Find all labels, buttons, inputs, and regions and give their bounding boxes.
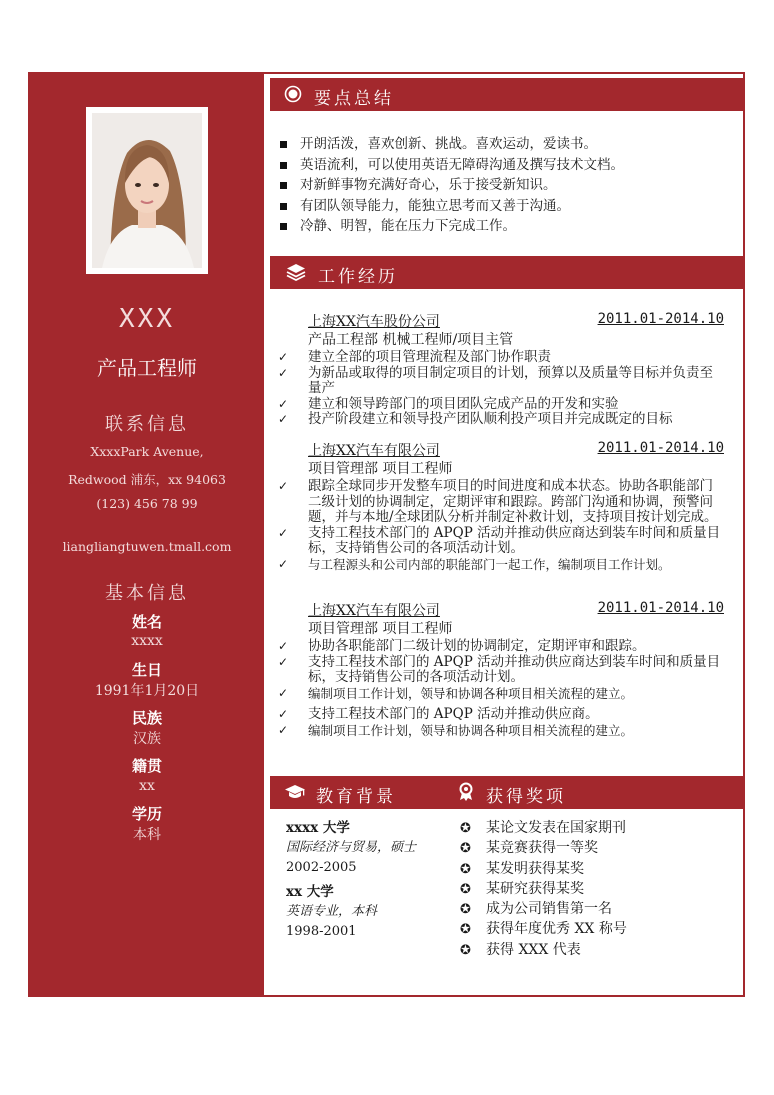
company-name: 上海XX汽车有限公司 <box>308 443 440 459</box>
summary-text: 有团队领导能力，能独立思考而又善于沟通。 <box>300 197 570 214</box>
portrait-illustration <box>92 113 202 268</box>
award-text: 获得 XXX 代表 <box>486 941 581 958</box>
task-list <box>272 479 724 572</box>
task-text: 支持工程技术部门的 APQP 活动并推动供应商。 <box>308 706 599 722</box>
check-icon: ✓ <box>278 479 289 493</box>
task-text: 协助各职能部门二级计划的协调制定，定期评审和跟踪。 <box>308 638 646 654</box>
photo-frame <box>86 107 208 274</box>
education-heading: 教育背景 <box>316 787 396 807</box>
school-years: 1998-2001 <box>286 924 357 939</box>
check-icon: ✓ <box>278 707 289 721</box>
task-item <box>272 686 724 702</box>
awards-heading: 获得奖项 <box>486 787 566 807</box>
star-circle-icon: ✪ <box>460 942 471 958</box>
check-icon: ✓ <box>278 654 289 669</box>
job-period: 2011.01-2014.10 <box>597 600 724 616</box>
square-bullet-icon <box>280 203 287 210</box>
check-icon: ✓ <box>278 350 289 364</box>
star-circle-icon: ✪ <box>460 902 471 918</box>
job-department: 产品工程部 机械工程师/项目主管 <box>308 332 514 348</box>
list-item <box>278 216 624 237</box>
task-item <box>272 723 724 739</box>
basic-info-heading: 基本信息 <box>105 583 189 604</box>
summary-text: 冷静、明智，能在压力下完成工作。 <box>300 218 516 234</box>
list-item <box>460 859 627 879</box>
basic-info-label: 民族 <box>131 709 162 727</box>
school-major: 英语专业，本科 <box>286 904 378 919</box>
task-item <box>272 350 724 366</box>
resume-frame <box>28 72 745 997</box>
job-title: 产品工程师 <box>97 356 197 380</box>
graduation-cap-icon <box>284 783 306 801</box>
check-icon: ✓ <box>278 412 289 426</box>
layers-icon <box>286 263 306 281</box>
task-text: 跟踪全球同步开发整车项目的时间进度和成本状态。协助各职能部门二级计划的协调制定，定期评审和跟踪。跨部门沟通和协调，预警问题，并与本地/全球团队分析并制定补救计划，支持项目按计划完成。 <box>308 478 718 525</box>
basic-info-label: 籍贯 <box>131 757 162 775</box>
task-text: 建立和领导跨部门的项目团队完成产品的开发和实验 <box>308 395 619 412</box>
education-awards-section-bar <box>270 776 743 809</box>
list-item <box>460 899 627 919</box>
list-item <box>460 919 627 939</box>
job-department: 项目管理部 项目工程师 <box>308 461 453 477</box>
award-text: 某竞赛获得一等奖 <box>486 840 598 857</box>
award-text: 某研究获得某奖 <box>486 880 584 897</box>
task-list <box>272 350 724 428</box>
task-item <box>272 655 724 686</box>
list-item <box>460 879 627 899</box>
check-icon: ✓ <box>278 639 289 653</box>
education-entry <box>286 818 416 878</box>
contact-phone: (123) 456 78 99 <box>96 496 198 511</box>
list-item <box>278 196 624 217</box>
task-text: 支持工程技术部门的 APQP 活动并推动供应商达到装车时间和质量目标，支持销售公司的各项活动计划。 <box>308 524 721 556</box>
star-circle-icon: ✪ <box>460 881 471 897</box>
summary-text: 对新鲜事物充满好奇心，乐于接受新知识。 <box>300 177 557 193</box>
task-item <box>272 557 724 573</box>
school-major: 国际经济与贸易，硕士 <box>286 840 417 855</box>
list-item <box>278 175 624 196</box>
list-item <box>278 155 624 176</box>
list-item <box>278 134 624 155</box>
school-name: xx 大学 <box>286 884 334 900</box>
basic-info-value: 本科 <box>133 827 161 843</box>
basic-info-value: 1991年1月20日 <box>94 683 200 699</box>
basic-info-label: 学历 <box>131 805 162 823</box>
basic-info-value: xxxx <box>131 633 163 649</box>
contact-address-line2: Redwood 浦东，xx 94063 <box>68 472 226 487</box>
award-text: 成为公司销售第一名 <box>486 901 612 918</box>
award-text: 获得年度优秀 XX 称号 <box>486 921 627 938</box>
company-name: 上海XX汽车有限公司 <box>308 603 440 619</box>
square-bullet-icon <box>280 141 287 148</box>
task-text: 编制项目工作计划，领导和协调各种项目相关流程的建立。 <box>308 685 634 701</box>
award-text: 某发明获得某奖 <box>486 860 584 877</box>
profile-photo <box>92 113 202 268</box>
contact-heading: 联系信息 <box>105 414 189 435</box>
task-item <box>272 397 724 413</box>
education-entry <box>286 882 377 942</box>
check-icon: ✓ <box>278 396 289 411</box>
star-circle-icon: ✪ <box>460 821 471 836</box>
check-icon: ✓ <box>278 722 289 737</box>
summary-list <box>278 134 624 237</box>
job-period: 2011.01-2014.10 <box>597 440 724 456</box>
basic-info-value: xx <box>139 778 155 794</box>
job-header <box>272 600 724 620</box>
basic-info-value: 汉族 <box>133 731 161 747</box>
task-text: 编制项目工作计划，领导和协调各种项目相关流程的建立。 <box>308 722 634 738</box>
task-item <box>272 526 724 557</box>
sidebar <box>30 74 264 995</box>
school-name: xxxx 大学 <box>286 820 350 836</box>
task-text: 建立全部的项目管理流程及部门协作职责 <box>308 349 551 365</box>
check-icon: ✓ <box>278 365 289 380</box>
check-icon: ✓ <box>278 556 289 571</box>
list-item <box>460 838 627 858</box>
experience-heading: 工作经历 <box>318 267 398 287</box>
task-list <box>272 639 724 738</box>
school-years: 2002-2005 <box>286 860 357 875</box>
list-item <box>460 940 627 960</box>
summary-text: 开朗活泼，喜欢创新、挑战。喜欢运动，爱读书。 <box>300 136 597 152</box>
award-text: 某论文发表在国家期刊 <box>486 820 626 836</box>
job-period: 2011.01-2014.10 <box>597 311 724 327</box>
task-item <box>272 412 724 428</box>
star-circle-icon: ✪ <box>460 841 471 857</box>
company-name: 上海XX汽车股份公司 <box>308 314 440 330</box>
basic-info-label: 生日 <box>131 661 162 679</box>
task-item <box>272 366 724 397</box>
job-department: 项目管理部 项目工程师 <box>308 621 453 637</box>
list-item <box>460 818 627 838</box>
check-icon: ✓ <box>278 525 289 540</box>
task-text: 为新品或取得的项目制定项目的计划，预算以及质量等目标并负责至量产 <box>308 364 713 396</box>
task-item <box>272 479 724 526</box>
experience-section-bar <box>270 256 743 289</box>
star-circle-icon: ✪ <box>460 861 471 877</box>
summary-section-bar <box>270 78 743 111</box>
summary-text: 英语流利，可以使用英语无障碍沟通及撰写技术文档。 <box>300 156 624 173</box>
check-icon: ✓ <box>278 685 289 700</box>
target-icon <box>284 85 302 103</box>
awards-list <box>460 818 627 960</box>
job-entry <box>272 600 724 738</box>
medal-icon <box>458 782 474 802</box>
basic-info-label: 姓名 <box>131 613 162 631</box>
task-item <box>272 707 724 723</box>
contact-address-line1: XxxxPark Avenue, <box>90 444 204 459</box>
task-text: 投产阶段建立和领导投产团队顺利投产项目并完成既定的目标 <box>308 411 673 427</box>
square-bullet-icon <box>280 162 287 169</box>
job-header <box>272 311 724 331</box>
square-bullet-icon <box>280 223 287 230</box>
task-text: 与工程源头和公司内部的职能部门一起工作，编制项目工作计划。 <box>308 556 671 572</box>
job-entry <box>272 311 724 428</box>
task-item <box>272 639 724 655</box>
job-entry <box>272 440 724 572</box>
person-name: XXX <box>119 304 175 334</box>
summary-heading: 要点总结 <box>314 89 394 109</box>
square-bullet-icon <box>280 182 287 189</box>
contact-website[interactable]: liangliangtuwen.tmall.com <box>62 539 232 554</box>
star-circle-icon: ✪ <box>460 922 471 938</box>
job-header <box>272 440 724 460</box>
task-text: 支持工程技术部门的 APQP 活动并推动供应商达到装车时间和质量目标，支持销售公司的各项活动计划。 <box>308 653 721 685</box>
